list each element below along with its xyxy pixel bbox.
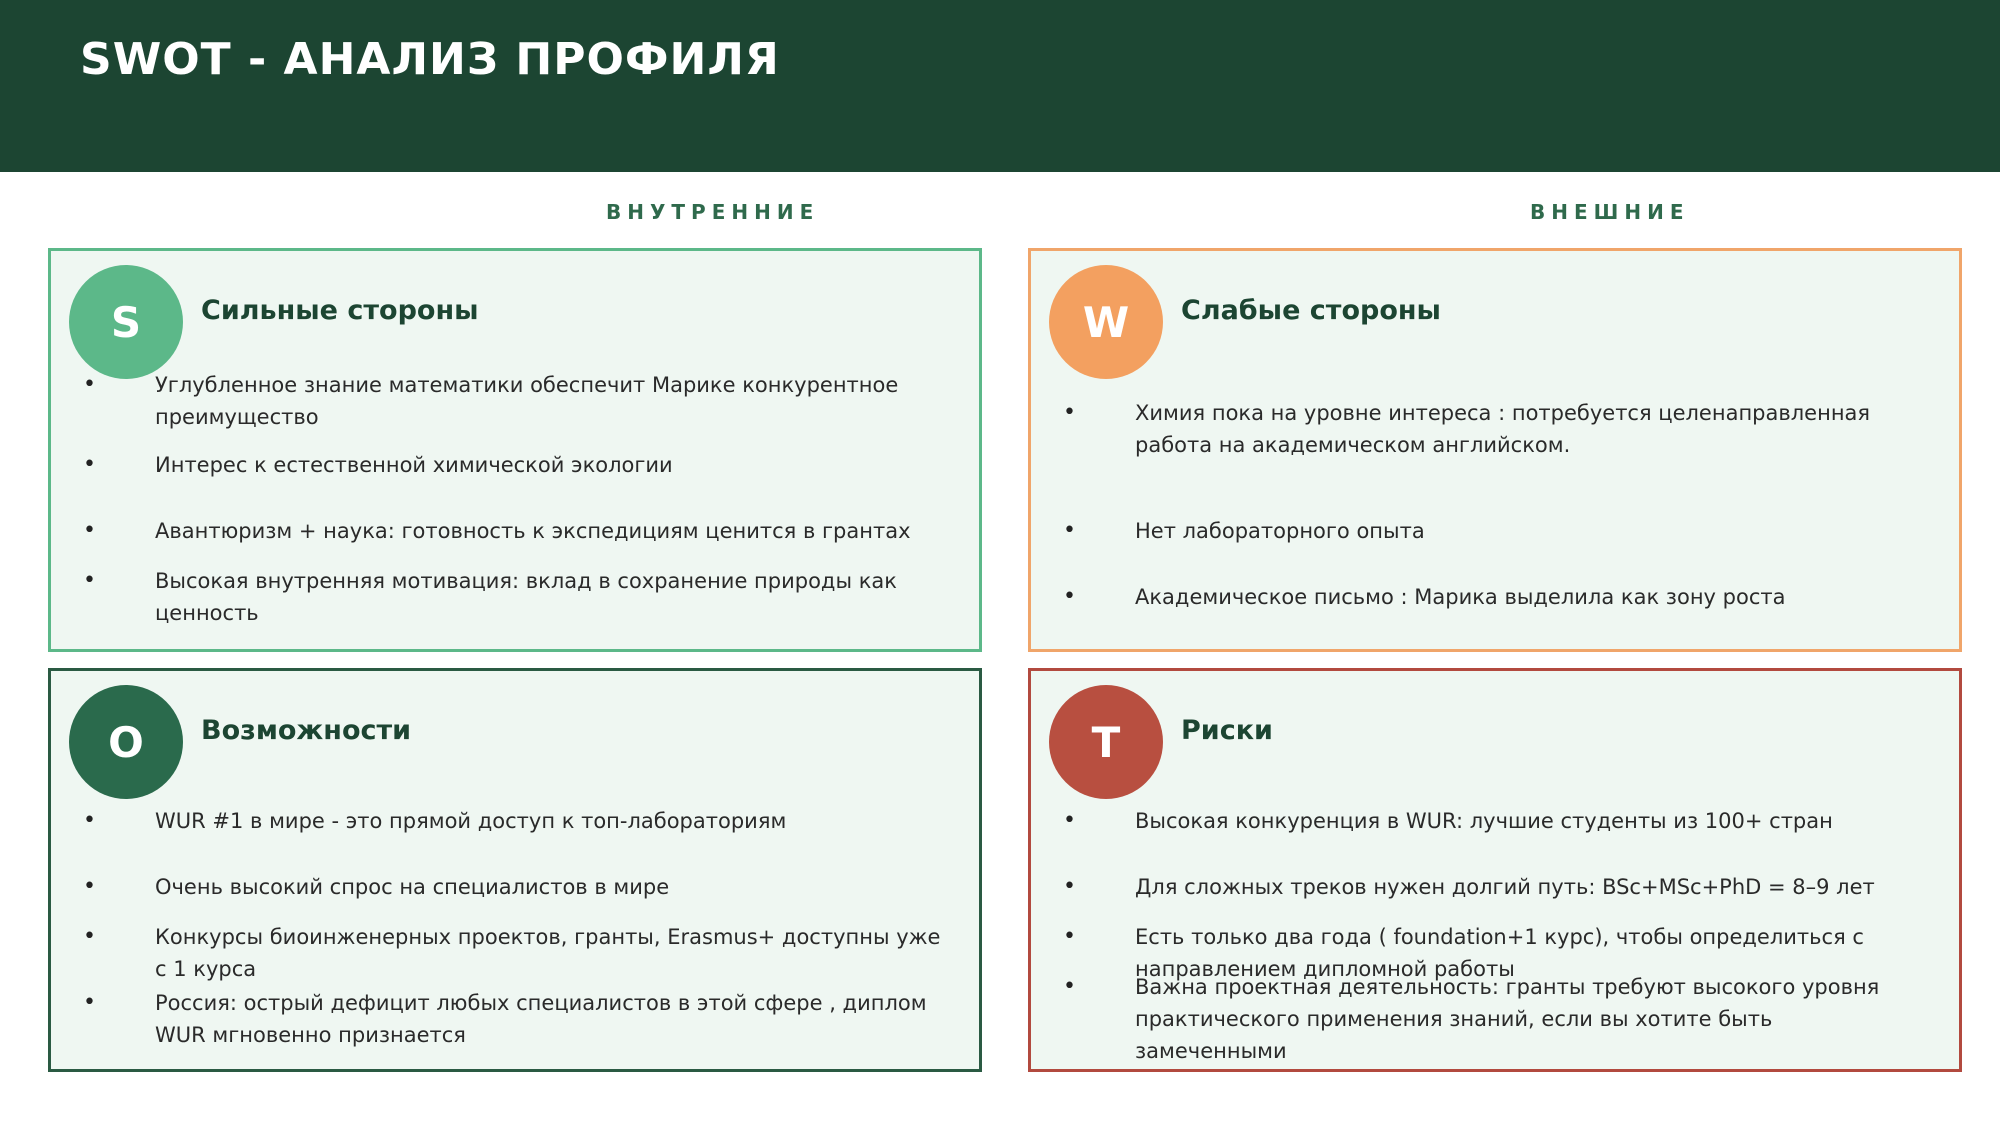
strengths-title: Сильные стороны	[201, 295, 479, 326]
column-label-external: ВНЕШНИЕ	[1530, 200, 1690, 224]
list-item: • Нет лабораторного опыта	[1135, 515, 1923, 547]
list-item: • Для сложных треков нужен долгий путь: BSc+MSc+PhD = 8–9 лет	[1135, 871, 1923, 903]
list-item: • Академическое письмо : Марика выделила как зону роста	[1135, 581, 1923, 613]
weaknesses-badge: W	[1049, 265, 1163, 379]
list-item: • Химия пока на уровне интереса : потребуется целенаправленная работа на академическом английском.	[1135, 397, 1923, 461]
threats-badge: T	[1049, 685, 1163, 799]
opportunities-badge: O	[69, 685, 183, 799]
list-item: • Авантюризм + наука: готовность к экспедициям ценится в грантах	[155, 515, 943, 547]
list-item: • Россия: острый дефицит любых специалистов в этой сфере , диплом WUR мгновенно признается	[155, 987, 943, 1051]
opportunities-title: Возможности	[201, 715, 412, 746]
weaknesses-card	[1028, 248, 1962, 652]
strengths-card	[48, 248, 982, 652]
list-item: • WUR #1 в мире - это прямой доступ к топ-лабораториям	[155, 805, 943, 837]
list-item: • Есть только два года ( foundation+1 курс), чтобы определиться с направлением дипломной работы	[1135, 921, 1923, 985]
list-item: • Важна проектная деятельность: гранты требуют высокого уровня практического применения знаний, если вы хотите быть замеченными	[1135, 971, 1923, 1067]
list-item: • Углубленное знание математики обеспечит Марике конкурентное преимущество	[155, 369, 943, 433]
weaknesses-title: Слабые стороны	[1181, 295, 1441, 326]
list-item: • Высокая внутренняя мотивация: вклад в сохранение природы как ценность	[155, 565, 943, 629]
list-item: • Высокая конкуренция в WUR: лучшие студенты из 100+ стран	[1135, 805, 1923, 837]
list-item: • Интерес к естественной химической экологии	[155, 449, 943, 481]
page-title: SWOT - АНАЛИЗ ПРОФИЛЯ	[80, 34, 780, 85]
threats-title: Риски	[1181, 715, 1273, 746]
column-label-internal: ВНУТРЕННИЕ	[606, 200, 820, 224]
threats-card	[1028, 668, 1962, 1072]
opportunities-card	[48, 668, 982, 1072]
header-bar	[0, 0, 2000, 172]
strengths-badge: S	[69, 265, 183, 379]
list-item: • Очень высокий спрос на специалистов в мире	[155, 871, 943, 903]
list-item: • Конкурсы биоинженерных проектов, гранты, Erasmus+ доступны уже с 1 курса	[155, 921, 943, 985]
